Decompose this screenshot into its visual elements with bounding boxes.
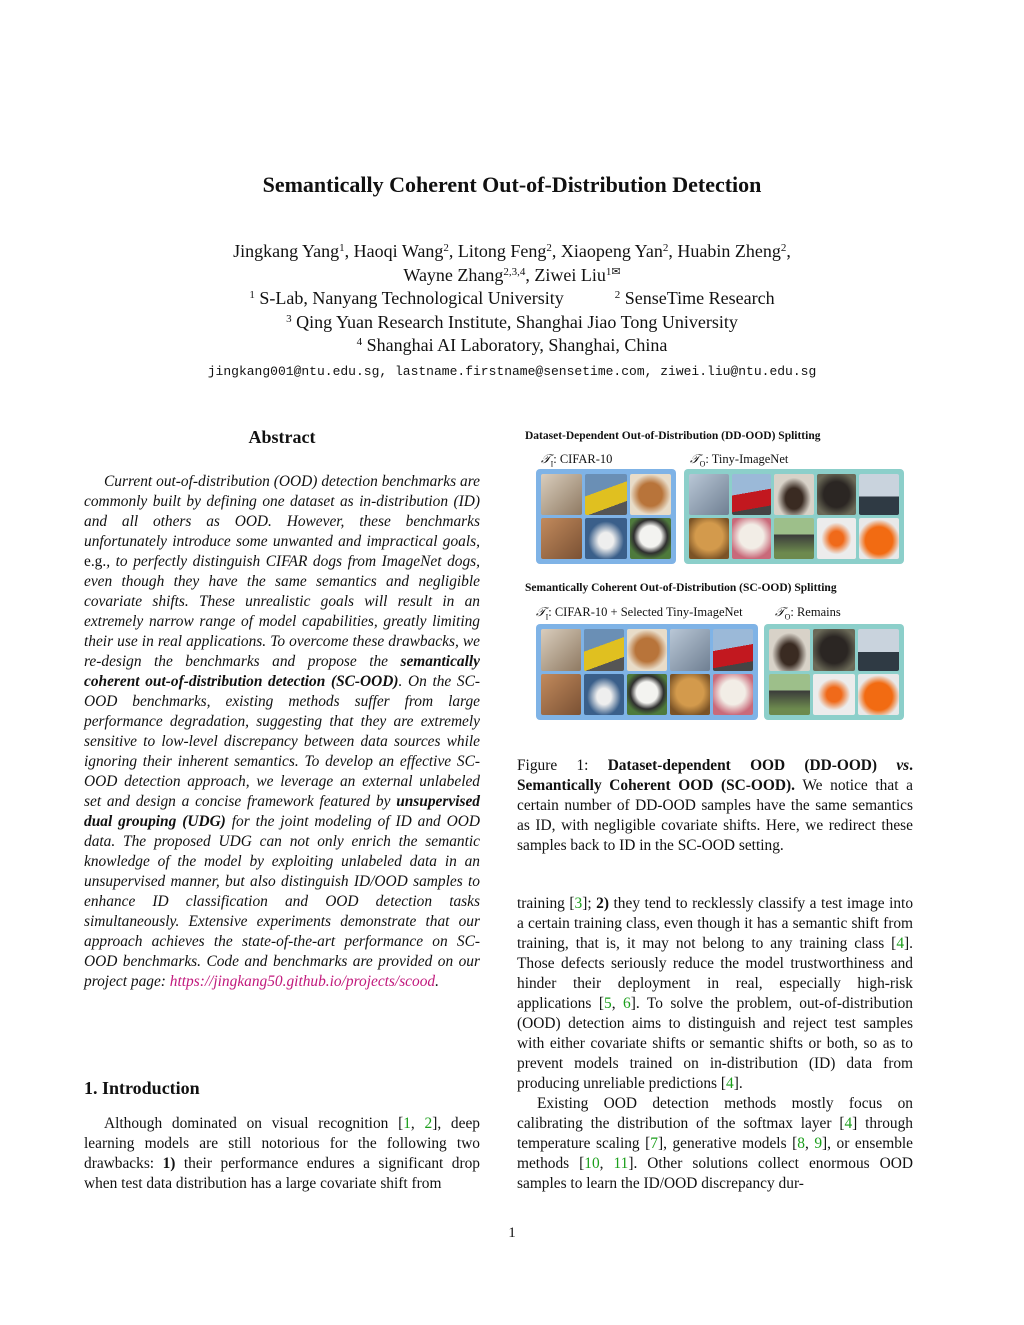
sc-ood-term: semantically coherent out-of-distribution detection (SC-OOD)	[84, 653, 480, 690]
bell-pepper-image	[859, 518, 899, 559]
dog-image	[627, 674, 667, 716]
sc-id-image-panel	[536, 624, 758, 720]
person-image	[774, 518, 814, 559]
intro-continued-paragraph: training [3]; 2) they tend to recklessly classify a test image into a certain training class, even though it has a semantic shift from training, that is, it may not belong to any training class [4]. Those defects seriously reduce the model trustworthiness and hinder their deployment in real, especially high-risk applications [5, 6]. To solve the problem, out-of-distribution (OOD) detection aims to distinguish and reject test samples with either covariate shifts or semantic shifts or both, so as to prevent models trained on in-distribution (ID) data from producing unreliable predictions [4].	[517, 895, 914, 1092]
airplane-image	[585, 518, 626, 559]
car-image	[713, 629, 753, 671]
citation-link[interactable]: 2	[424, 1115, 433, 1132]
dd-id-label: 𝒯$_I$: CIFAR-10	[541, 452, 613, 469]
author-name: Huabin Zheng	[677, 241, 781, 261]
citation-link[interactable]: 8	[797, 1135, 805, 1152]
bell-pepper-image	[858, 674, 899, 716]
author-emails: jingkang001@ntu.edu.sg, lastname.firstname@sensetime.com, ziwei.liu@ntu.edu.sg	[207, 364, 817, 379]
affiliation-row-2: $^3$ Qing Yuan Research Institute, Shanghai Jiao Tong University	[286, 311, 738, 332]
citation-link[interactable]: 10	[584, 1155, 600, 1172]
affiliation-slab: S-Lab, Nanyang Technological University	[259, 288, 564, 308]
author-affiliation-mark: 1	[339, 242, 345, 254]
author-affiliation-mark: 2,3,4	[503, 265, 526, 278]
citation-link[interactable]: 5	[603, 995, 612, 1012]
figure-dd-ood-title: Dataset-Dependent Out-of-Distribution (DD-OOD) Splitting	[525, 430, 821, 442]
affiliation-shanghai-ai-lab: Shanghai AI Laboratory, Shanghai, China	[366, 335, 668, 355]
affiliation-row-1: $^1$ S-Lab, Nanyang Technological University $^2$ SenseTime Research	[249, 288, 775, 308]
affiliation-qingyuan: Qing Yuan Research Institute, Shanghai Jiao Tong University	[296, 311, 738, 332]
dd-ood-label: 𝒯$_O$: Tiny-ImageNet	[690, 452, 789, 469]
citation-link[interactable]: 7	[650, 1135, 658, 1152]
author-affiliation-mark: 2	[662, 242, 669, 254]
dog-image	[670, 674, 710, 716]
dd-ood-image-panel	[684, 469, 904, 564]
author-affiliation-mark: 2	[546, 242, 552, 254]
dog-image	[630, 474, 671, 515]
goldfish-image	[813, 674, 854, 716]
section-heading-introduction: 1. Introduction	[84, 1078, 200, 1098]
author-name: Haoqi Wang	[353, 241, 444, 261]
project-page-link[interactable]: https://jingkang50.github.io/projects/scood	[169, 973, 436, 990]
citation-link[interactable]: 4	[844, 1115, 853, 1132]
author-name: Wayne Zhang	[403, 264, 504, 285]
citation-link[interactable]: 9	[814, 1135, 823, 1152]
bear-image	[817, 474, 857, 515]
citation-link[interactable]: 6	[623, 995, 631, 1012]
cat-image	[670, 629, 710, 671]
dog-image	[630, 518, 671, 559]
author-name: Ziwei Liu	[534, 264, 606, 285]
affiliation-row-3: $^4$ Shanghai AI Laboratory, Shanghai, China	[356, 335, 668, 355]
dd-id-image-panel	[536, 469, 676, 564]
figure-sc-ood-title: Semantically Coherent Out-of-Distribution (SC-OOD) Splitting	[525, 582, 837, 594]
citation-link[interactable]: 3	[574, 895, 583, 912]
intro-paragraph: Although dominated on visual recognition [1, 2], deep learning models are still notorious for the following two drawbacks: 1) their performance endures a significant drop when test data distribution has a large covariate shift from	[84, 1115, 481, 1192]
right-column-body	[517, 894, 913, 1194]
affiliation-sensetime: SenseTime Research	[624, 288, 775, 308]
shoe-image	[769, 629, 810, 671]
dog-image	[689, 518, 729, 559]
citation-link[interactable]: 4	[896, 935, 905, 952]
page-number: 1	[508, 1225, 516, 1241]
shoe-image	[774, 474, 814, 515]
author-name: Xiaopeng Yan	[560, 241, 663, 261]
car-image	[732, 474, 772, 515]
author-name: Litong Feng	[457, 241, 547, 261]
sc-ood-image-panel	[764, 624, 904, 720]
authors-line-1: Jingkang Yang$^1$, Haoqi Wang$^2$, Litong Feng$^2$, Xiaopeng Yan$^2$, Huabin Zheng$^2$,	[233, 241, 791, 261]
dog-image	[713, 674, 753, 716]
car-image	[584, 629, 624, 671]
citation-link[interactable]: 11	[613, 1155, 629, 1172]
cat-image	[541, 474, 582, 515]
abstract-heading: Abstract	[248, 427, 316, 447]
cat-image	[541, 629, 581, 671]
dog-image	[732, 518, 772, 559]
author-affiliation-mark: 1✉	[605, 265, 621, 278]
cat-image	[689, 474, 729, 515]
person-image	[769, 674, 810, 716]
figure-caption: Figure 1: Dataset-dependent OOD (DD-OOD) vs. Semantically Coherent OOD (SC-OOD). We notice that a certain number of DD-OOD samples have the same semantics as ID, with negligible covariate shifts. Here, we redirect these samples back to ID in the SC-OOD setting.	[517, 757, 913, 854]
goldfish-image	[817, 518, 857, 559]
sc-id-label: 𝒯$_I$: CIFAR-10 + Selected Tiny-ImageNet	[536, 605, 743, 622]
author-affiliation-mark: 2	[780, 242, 787, 254]
airplane-image	[584, 674, 624, 716]
cat-image	[541, 674, 581, 716]
author-block	[0, 240, 1024, 358]
abstract-body: Current out-of-distribution (OOD) detection benchmarks are commonly built by defining one dataset as in-distribution (ID) and all others as OOD. However, these benchmarks unfortunately introduce some unwanted and impractical goals, e.g., to perfectly distinguish CIFAR dogs from ImageNet dogs, even though they have the same semantics and negligible covariate shifts. These unrealistic goals will result in an extremely narrow range of model capabilities, greatly limiting their use in real applications. To overcome these drawbacks, we re-design the benchmarks and propose the semantically coherent out-of-distribution detection (SC-OOD). On the SC-OOD benchmarks, existing methods suffer from large performance degradation, suggesting that they are extremely sensitive to low-level discrepancy between data sources while ignoring their inherent semantics. To develop an effective SC-OOD detection approach, we leverage an external unlabeled set and design a concise framework featured by unsupervised dual grouping (UDG) for the joint modeling of ID and OOD data. The proposed UDG can not only enrich the semantic knowledge of the model by exploiting unlabeled data in an unsupervised manner, but also distinguish ID/OOD samples to enhance ID classification and OOD detection tasks simultaneously. Extensive experiments demonstrate that our approach achieves the state-of-the-art performance on SC-OOD benchmarks. Code and benchmarks are provided on our project page: https://jingkang50.github.io/projects/scood.	[84, 473, 480, 990]
citation-link[interactable]: 4	[726, 1075, 734, 1092]
bear-image	[813, 629, 854, 671]
existing-methods-paragraph: Existing OOD detection methods mostly focus on calibrating the distribution of the softmax layer [4] through temperature scaling [7], generative models [8, 9], or ensemble methods [10, 11]. Other solutions collect enormous OOD samples to learn the ID/OOD discrepancy dur-	[517, 1095, 914, 1192]
bridge-image	[858, 629, 899, 671]
udg-term: unsupervised dual grouping (UDG)	[84, 793, 480, 830]
sc-ood-label: 𝒯$_O$: Remains	[775, 605, 841, 622]
car-image	[585, 474, 626, 515]
bridge-image	[859, 474, 899, 515]
cat-image	[541, 518, 582, 559]
author-name: Jingkang Yang	[233, 241, 340, 261]
citation-link[interactable]: 1	[403, 1115, 411, 1132]
authors-line-2: Wayne Zhang$^{2,3,4}$, Ziwei Liu$^{1✉}$	[403, 264, 621, 285]
paper-title: Semantically Coherent Out-of-Distribution Detection	[262, 172, 762, 197]
author-affiliation-mark: 2	[443, 242, 449, 254]
dog-image	[627, 629, 667, 671]
